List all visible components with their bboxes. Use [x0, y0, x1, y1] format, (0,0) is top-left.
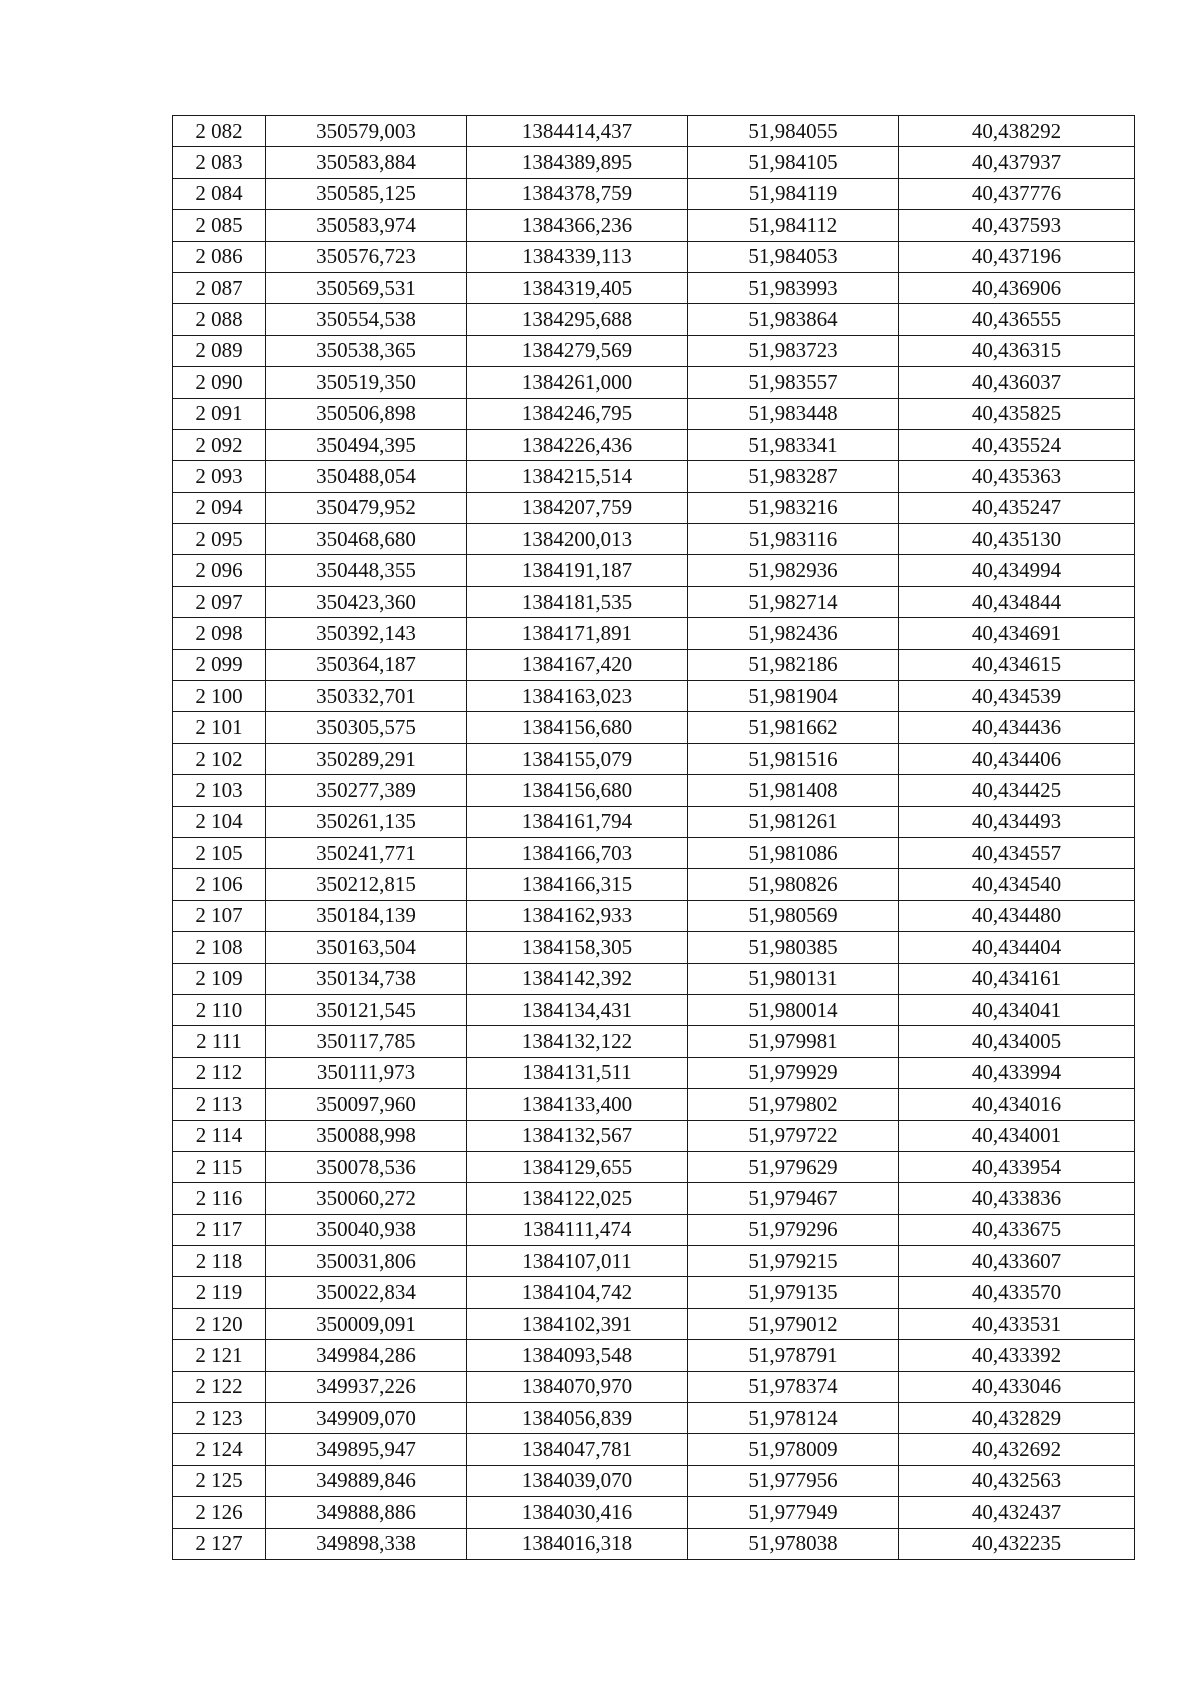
table-row: [173, 649, 1135, 680]
y-coordinate-cell: 1384093,548: [467, 1340, 688, 1371]
latitude-cell: 51,984105: [688, 147, 899, 178]
x-coordinate-cell: 350305,575: [266, 712, 467, 743]
y-coordinate-cell: 1384132,567: [467, 1120, 688, 1151]
x-coordinate-cell: 350121,545: [266, 994, 467, 1025]
point-number-cell: 2 117: [173, 1214, 266, 1245]
latitude-cell: 51,983448: [688, 398, 899, 429]
table-row: [173, 900, 1135, 931]
latitude-cell: 51,981086: [688, 837, 899, 868]
y-coordinate-cell: 1384261,000: [467, 367, 688, 398]
point-number-cell: 2 116: [173, 1183, 266, 1214]
longitude-cell: 40,435363: [899, 461, 1135, 492]
x-coordinate-cell: 350163,504: [266, 932, 467, 963]
x-coordinate-cell: 350583,884: [266, 147, 467, 178]
latitude-cell: 51,980014: [688, 994, 899, 1025]
latitude-cell: 51,984112: [688, 210, 899, 241]
point-number-cell: 2 095: [173, 524, 266, 555]
table-row: [173, 1214, 1135, 1245]
y-coordinate-cell: 1384131,511: [467, 1057, 688, 1088]
point-number-cell: 2 104: [173, 806, 266, 837]
x-coordinate-cell: 350277,389: [266, 775, 467, 806]
longitude-cell: 40,437937: [899, 147, 1135, 178]
x-coordinate-cell: 350583,974: [266, 210, 467, 241]
y-coordinate-cell: 1384155,079: [467, 743, 688, 774]
y-coordinate-cell: 1384156,680: [467, 775, 688, 806]
table-row: [173, 241, 1135, 272]
latitude-cell: 51,980385: [688, 932, 899, 963]
x-coordinate-cell: 350097,960: [266, 1089, 467, 1120]
longitude-cell: 40,433994: [899, 1057, 1135, 1088]
y-coordinate-cell: 1384215,514: [467, 461, 688, 492]
longitude-cell: 40,434844: [899, 586, 1135, 617]
y-coordinate-cell: 1384132,122: [467, 1026, 688, 1057]
longitude-cell: 40,433531: [899, 1308, 1135, 1339]
point-number-cell: 2 085: [173, 210, 266, 241]
y-coordinate-cell: 1384142,392: [467, 963, 688, 994]
point-number-cell: 2 124: [173, 1434, 266, 1465]
y-coordinate-cell: 1384133,400: [467, 1089, 688, 1120]
point-number-cell: 2 106: [173, 869, 266, 900]
y-coordinate-cell: 1384246,795: [467, 398, 688, 429]
latitude-cell: 51,983864: [688, 304, 899, 335]
longitude-cell: 40,435247: [899, 492, 1135, 523]
point-number-cell: 2 112: [173, 1057, 266, 1088]
x-coordinate-cell: 350289,291: [266, 743, 467, 774]
table-row: [173, 618, 1135, 649]
point-number-cell: 2 108: [173, 932, 266, 963]
table-row: [173, 1057, 1135, 1088]
longitude-cell: 40,436906: [899, 272, 1135, 303]
table-row: [173, 1371, 1135, 1402]
latitude-cell: 51,979215: [688, 1246, 899, 1277]
coordinate-table-body: [173, 116, 1135, 1560]
longitude-cell: 40,433392: [899, 1340, 1135, 1371]
longitude-cell: 40,437593: [899, 210, 1135, 241]
x-coordinate-cell: 350031,806: [266, 1246, 467, 1277]
longitude-cell: 40,432437: [899, 1497, 1135, 1528]
coordinate-table: [172, 115, 1135, 1560]
y-coordinate-cell: 1384181,535: [467, 586, 688, 617]
latitude-cell: 51,979802: [688, 1089, 899, 1120]
table-row: [173, 1277, 1135, 1308]
longitude-cell: 40,432829: [899, 1403, 1135, 1434]
longitude-cell: 40,438292: [899, 116, 1135, 147]
x-coordinate-cell: 349898,338: [266, 1528, 467, 1559]
latitude-cell: 51,983116: [688, 524, 899, 555]
table-row: [173, 116, 1135, 147]
table-row: [173, 1151, 1135, 1182]
table-row: [173, 178, 1135, 209]
x-coordinate-cell: 350538,365: [266, 335, 467, 366]
latitude-cell: 51,984119: [688, 178, 899, 209]
table-row: [173, 1183, 1135, 1214]
latitude-cell: 51,983993: [688, 272, 899, 303]
longitude-cell: 40,434404: [899, 932, 1135, 963]
y-coordinate-cell: 1384167,420: [467, 649, 688, 680]
y-coordinate-cell: 1384030,416: [467, 1497, 688, 1528]
x-coordinate-cell: 350060,272: [266, 1183, 467, 1214]
point-number-cell: 2 096: [173, 555, 266, 586]
latitude-cell: 51,982936: [688, 555, 899, 586]
latitude-cell: 51,983216: [688, 492, 899, 523]
point-number-cell: 2 126: [173, 1497, 266, 1528]
point-number-cell: 2 089: [173, 335, 266, 366]
y-coordinate-cell: 1384158,305: [467, 932, 688, 963]
latitude-cell: 51,979296: [688, 1214, 899, 1245]
x-coordinate-cell: 350364,187: [266, 649, 467, 680]
point-number-cell: 2 082: [173, 116, 266, 147]
latitude-cell: 51,981516: [688, 743, 899, 774]
point-number-cell: 2 088: [173, 304, 266, 335]
table-row: [173, 775, 1135, 806]
table-row: [173, 461, 1135, 492]
x-coordinate-cell: 350261,135: [266, 806, 467, 837]
table-row: [173, 147, 1135, 178]
table-row: [173, 1465, 1135, 1496]
latitude-cell: 51,982714: [688, 586, 899, 617]
latitude-cell: 51,979722: [688, 1120, 899, 1151]
latitude-cell: 51,979629: [688, 1151, 899, 1182]
x-coordinate-cell: 350494,395: [266, 429, 467, 460]
x-coordinate-cell: 350468,680: [266, 524, 467, 555]
y-coordinate-cell: 1384166,703: [467, 837, 688, 868]
longitude-cell: 40,434557: [899, 837, 1135, 868]
table-row: [173, 932, 1135, 963]
table-row: [173, 1120, 1135, 1151]
point-number-cell: 2 098: [173, 618, 266, 649]
longitude-cell: 40,434480: [899, 900, 1135, 931]
x-coordinate-cell: 350117,785: [266, 1026, 467, 1057]
longitude-cell: 40,434161: [899, 963, 1135, 994]
latitude-cell: 51,980826: [688, 869, 899, 900]
x-coordinate-cell: 350009,091: [266, 1308, 467, 1339]
x-coordinate-cell: 350212,815: [266, 869, 467, 900]
table-row: [173, 272, 1135, 303]
y-coordinate-cell: 1384279,569: [467, 335, 688, 366]
longitude-cell: 40,434041: [899, 994, 1135, 1025]
y-coordinate-cell: 1384226,436: [467, 429, 688, 460]
table-row: [173, 837, 1135, 868]
point-number-cell: 2 113: [173, 1089, 266, 1120]
x-coordinate-cell: 350040,938: [266, 1214, 467, 1245]
y-coordinate-cell: 1384191,187: [467, 555, 688, 586]
x-coordinate-cell: 350022,834: [266, 1277, 467, 1308]
longitude-cell: 40,433570: [899, 1277, 1135, 1308]
table-row: [173, 524, 1135, 555]
table-row: [173, 994, 1135, 1025]
y-coordinate-cell: 1384134,431: [467, 994, 688, 1025]
longitude-cell: 40,434001: [899, 1120, 1135, 1151]
y-coordinate-cell: 1384339,113: [467, 241, 688, 272]
latitude-cell: 51,982436: [688, 618, 899, 649]
y-coordinate-cell: 1384366,236: [467, 210, 688, 241]
point-number-cell: 2 121: [173, 1340, 266, 1371]
table-row: [173, 712, 1135, 743]
latitude-cell: 51,978374: [688, 1371, 899, 1402]
y-coordinate-cell: 1384378,759: [467, 178, 688, 209]
y-coordinate-cell: 1384111,474: [467, 1214, 688, 1245]
table-row: [173, 806, 1135, 837]
y-coordinate-cell: 1384171,891: [467, 618, 688, 649]
table-row: [173, 1528, 1135, 1559]
table-row: [173, 963, 1135, 994]
table-row: [173, 1403, 1135, 1434]
point-number-cell: 2 094: [173, 492, 266, 523]
longitude-cell: 40,435524: [899, 429, 1135, 460]
y-coordinate-cell: 1384129,655: [467, 1151, 688, 1182]
y-coordinate-cell: 1384163,023: [467, 681, 688, 712]
latitude-cell: 51,979981: [688, 1026, 899, 1057]
table-row: [173, 492, 1135, 523]
point-number-cell: 2 111: [173, 1026, 266, 1057]
latitude-cell: 51,978124: [688, 1403, 899, 1434]
y-coordinate-cell: 1384166,315: [467, 869, 688, 900]
point-number-cell: 2 100: [173, 681, 266, 712]
table-row: [173, 398, 1135, 429]
y-coordinate-cell: 1384319,405: [467, 272, 688, 303]
y-coordinate-cell: 1384056,839: [467, 1403, 688, 1434]
latitude-cell: 51,981408: [688, 775, 899, 806]
table-row: [173, 1434, 1135, 1465]
x-coordinate-cell: 349888,886: [266, 1497, 467, 1528]
point-number-cell: 2 115: [173, 1151, 266, 1182]
longitude-cell: 40,434615: [899, 649, 1135, 680]
x-coordinate-cell: 349889,846: [266, 1465, 467, 1496]
x-coordinate-cell: 350078,536: [266, 1151, 467, 1182]
x-coordinate-cell: 350506,898: [266, 398, 467, 429]
point-number-cell: 2 087: [173, 272, 266, 303]
latitude-cell: 51,983557: [688, 367, 899, 398]
y-coordinate-cell: 1384414,437: [467, 116, 688, 147]
x-coordinate-cell: 350488,054: [266, 461, 467, 492]
y-coordinate-cell: 1384039,070: [467, 1465, 688, 1496]
longitude-cell: 40,434436: [899, 712, 1135, 743]
x-coordinate-cell: 350585,125: [266, 178, 467, 209]
longitude-cell: 40,432692: [899, 1434, 1135, 1465]
y-coordinate-cell: 1384389,895: [467, 147, 688, 178]
latitude-cell: 51,982186: [688, 649, 899, 680]
y-coordinate-cell: 1384102,391: [467, 1308, 688, 1339]
x-coordinate-cell: 350392,143: [266, 618, 467, 649]
latitude-cell: 51,978791: [688, 1340, 899, 1371]
longitude-cell: 40,435130: [899, 524, 1135, 555]
table-row: [173, 1497, 1135, 1528]
longitude-cell: 40,434994: [899, 555, 1135, 586]
longitude-cell: 40,432235: [899, 1528, 1135, 1559]
x-coordinate-cell: 350576,723: [266, 241, 467, 272]
y-coordinate-cell: 1384016,318: [467, 1528, 688, 1559]
x-coordinate-cell: 350579,003: [266, 116, 467, 147]
point-number-cell: 2 092: [173, 429, 266, 460]
latitude-cell: 51,984055: [688, 116, 899, 147]
x-coordinate-cell: 350241,771: [266, 837, 467, 868]
x-coordinate-cell: 350554,538: [266, 304, 467, 335]
table-row: [173, 304, 1135, 335]
longitude-cell: 40,434493: [899, 806, 1135, 837]
point-number-cell: 2 093: [173, 461, 266, 492]
y-coordinate-cell: 1384156,680: [467, 712, 688, 743]
table-row: [173, 555, 1135, 586]
latitude-cell: 51,978009: [688, 1434, 899, 1465]
point-number-cell: 2 086: [173, 241, 266, 272]
longitude-cell: 40,433046: [899, 1371, 1135, 1402]
point-number-cell: 2 084: [173, 178, 266, 209]
y-coordinate-cell: 1384207,759: [467, 492, 688, 523]
longitude-cell: 40,436555: [899, 304, 1135, 335]
x-coordinate-cell: 350448,355: [266, 555, 467, 586]
latitude-cell: 51,979135: [688, 1277, 899, 1308]
longitude-cell: 40,436037: [899, 367, 1135, 398]
table-row: [173, 869, 1135, 900]
latitude-cell: 51,981904: [688, 681, 899, 712]
longitude-cell: 40,432563: [899, 1465, 1135, 1496]
longitude-cell: 40,434406: [899, 743, 1135, 774]
x-coordinate-cell: 349895,947: [266, 1434, 467, 1465]
point-number-cell: 2 105: [173, 837, 266, 868]
y-coordinate-cell: 1384162,933: [467, 900, 688, 931]
longitude-cell: 40,436315: [899, 335, 1135, 366]
x-coordinate-cell: 350423,360: [266, 586, 467, 617]
longitude-cell: 40,433675: [899, 1214, 1135, 1245]
longitude-cell: 40,437776: [899, 178, 1135, 209]
point-number-cell: 2 114: [173, 1120, 266, 1151]
table-row: [173, 586, 1135, 617]
table-row: [173, 743, 1135, 774]
longitude-cell: 40,434016: [899, 1089, 1135, 1120]
table-row: [173, 367, 1135, 398]
point-number-cell: 2 127: [173, 1528, 266, 1559]
point-number-cell: 2 109: [173, 963, 266, 994]
table-row: [173, 1308, 1135, 1339]
latitude-cell: 51,977956: [688, 1465, 899, 1496]
table-row: [173, 1026, 1135, 1057]
latitude-cell: 51,983287: [688, 461, 899, 492]
y-coordinate-cell: 1384107,011: [467, 1246, 688, 1277]
y-coordinate-cell: 1384295,688: [467, 304, 688, 335]
latitude-cell: 51,979929: [688, 1057, 899, 1088]
longitude-cell: 40,434425: [899, 775, 1135, 806]
y-coordinate-cell: 1384070,970: [467, 1371, 688, 1402]
point-number-cell: 2 101: [173, 712, 266, 743]
latitude-cell: 51,983723: [688, 335, 899, 366]
y-coordinate-cell: 1384104,742: [467, 1277, 688, 1308]
table-row: [173, 681, 1135, 712]
x-coordinate-cell: 350111,973: [266, 1057, 467, 1088]
x-coordinate-cell: 350332,701: [266, 681, 467, 712]
y-coordinate-cell: 1384047,781: [467, 1434, 688, 1465]
x-coordinate-cell: 350479,952: [266, 492, 467, 523]
point-number-cell: 2 123: [173, 1403, 266, 1434]
x-coordinate-cell: 350519,350: [266, 367, 467, 398]
x-coordinate-cell: 350569,531: [266, 272, 467, 303]
point-number-cell: 2 107: [173, 900, 266, 931]
table-row: [173, 1246, 1135, 1277]
point-number-cell: 2 083: [173, 147, 266, 178]
x-coordinate-cell: 350134,738: [266, 963, 467, 994]
x-coordinate-cell: 350088,998: [266, 1120, 467, 1151]
point-number-cell: 2 090: [173, 367, 266, 398]
point-number-cell: 2 119: [173, 1277, 266, 1308]
longitude-cell: 40,434540: [899, 869, 1135, 900]
latitude-cell: 51,979467: [688, 1183, 899, 1214]
point-number-cell: 2 091: [173, 398, 266, 429]
table-row: [173, 210, 1135, 241]
point-number-cell: 2 125: [173, 1465, 266, 1496]
point-number-cell: 2 099: [173, 649, 266, 680]
point-number-cell: 2 103: [173, 775, 266, 806]
latitude-cell: 51,980569: [688, 900, 899, 931]
table-row: [173, 335, 1135, 366]
y-coordinate-cell: 1384161,794: [467, 806, 688, 837]
longitude-cell: 40,433836: [899, 1183, 1135, 1214]
point-number-cell: 2 118: [173, 1246, 266, 1277]
latitude-cell: 51,977949: [688, 1497, 899, 1528]
y-coordinate-cell: 1384200,013: [467, 524, 688, 555]
longitude-cell: 40,434691: [899, 618, 1135, 649]
latitude-cell: 51,981662: [688, 712, 899, 743]
latitude-cell: 51,981261: [688, 806, 899, 837]
longitude-cell: 40,433954: [899, 1151, 1135, 1182]
x-coordinate-cell: 349984,286: [266, 1340, 467, 1371]
latitude-cell: 51,983341: [688, 429, 899, 460]
x-coordinate-cell: 349937,226: [266, 1371, 467, 1402]
longitude-cell: 40,435825: [899, 398, 1135, 429]
longitude-cell: 40,437196: [899, 241, 1135, 272]
point-number-cell: 2 097: [173, 586, 266, 617]
x-coordinate-cell: 349909,070: [266, 1403, 467, 1434]
point-number-cell: 2 102: [173, 743, 266, 774]
latitude-cell: 51,979012: [688, 1308, 899, 1339]
point-number-cell: 2 122: [173, 1371, 266, 1402]
point-number-cell: 2 110: [173, 994, 266, 1025]
latitude-cell: 51,984053: [688, 241, 899, 272]
latitude-cell: 51,980131: [688, 963, 899, 994]
table-row: [173, 1340, 1135, 1371]
x-coordinate-cell: 350184,139: [266, 900, 467, 931]
point-number-cell: 2 120: [173, 1308, 266, 1339]
latitude-cell: 51,978038: [688, 1528, 899, 1559]
longitude-cell: 40,433607: [899, 1246, 1135, 1277]
longitude-cell: 40,434539: [899, 681, 1135, 712]
longitude-cell: 40,434005: [899, 1026, 1135, 1057]
y-coordinate-cell: 1384122,025: [467, 1183, 688, 1214]
table-row: [173, 429, 1135, 460]
table-row: [173, 1089, 1135, 1120]
